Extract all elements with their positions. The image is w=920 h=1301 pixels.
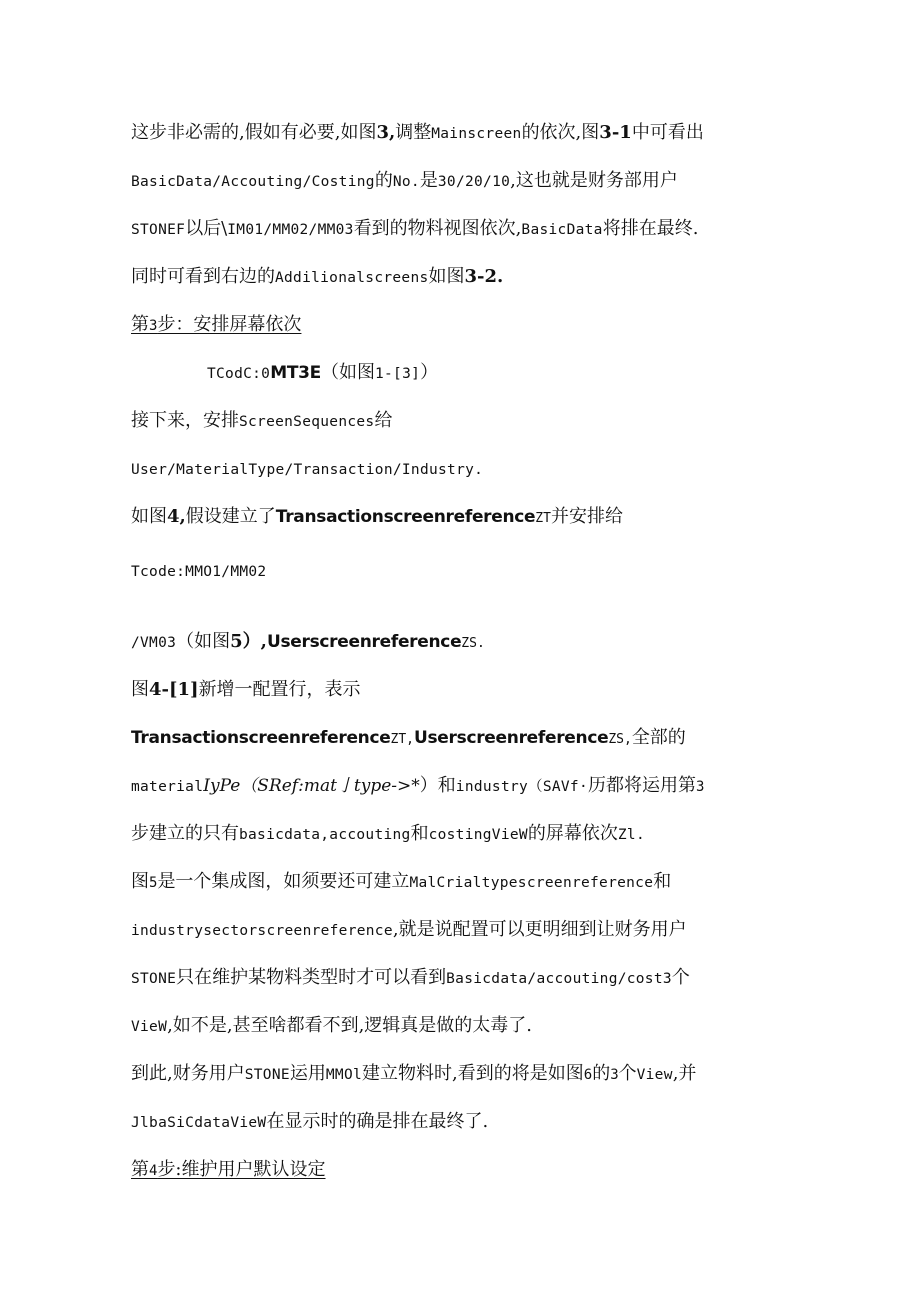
- text: 第: [131, 314, 149, 335]
- text: 3: [696, 779, 705, 795]
- text: Transactionscreenreference: [275, 507, 536, 527]
- text: 的屏幕依次: [527, 823, 618, 844]
- text: ,就是说配置可以更明细到让财务用户: [392, 919, 687, 940]
- text: No.: [392, 174, 420, 190]
- text: 和: [653, 871, 672, 892]
- text: MMOl: [325, 1067, 363, 1083]
- text: 1-[3]: [374, 366, 421, 382]
- text: 图: [131, 679, 149, 700]
- paragraph-line-tcode: [207, 359, 438, 387]
- paragraph-line-16: [131, 964, 690, 992]
- paragraph-line-7: [131, 503, 623, 531]
- text: 接下来，安排: [131, 410, 239, 431]
- text: 个: [671, 967, 690, 988]
- paragraph-line-10: [131, 676, 361, 704]
- text: 调整: [395, 122, 432, 143]
- text: 并安排给: [550, 506, 623, 527]
- paragraph-line-5: [131, 407, 392, 435]
- text: 如图: [131, 506, 167, 527]
- paragraph-line-9: [131, 628, 485, 656]
- text: 4-[1]: [149, 679, 199, 700]
- text: MalCrialtypescreenreference: [409, 875, 654, 891]
- text: Userscreenreference: [266, 632, 462, 652]
- text: industrysectorscreenreference: [131, 923, 393, 939]
- text: STONE: [244, 1067, 290, 1083]
- text: BasicData: [521, 222, 603, 238]
- text: Tcode:MMO1/MM02: [131, 564, 267, 580]
- text: （SAVf·: [528, 779, 588, 795]
- text: 给: [374, 410, 393, 431]
- text: 的依次,图: [521, 122, 600, 143]
- text: 以后\: [185, 218, 228, 239]
- text: ZT,: [390, 732, 414, 747]
- text: costingVieW: [428, 827, 528, 843]
- text: （如图: [320, 362, 375, 383]
- text: View: [636, 1067, 673, 1083]
- section-heading-step-3: [131, 311, 301, 339]
- text: ,如不是,甚至啥都看不到,逻辑真是做的太毒了.: [167, 1015, 533, 1036]
- paragraph-line-1: [131, 119, 704, 147]
- text: 3: [149, 318, 158, 334]
- text: VieW: [131, 1019, 168, 1035]
- text: ScreenSequences: [239, 414, 375, 430]
- text: industry: [455, 779, 529, 795]
- paragraph-line-8: [131, 557, 266, 585]
- text: 新增一配置行，表示: [198, 679, 361, 700]
- text: 4: [149, 1163, 158, 1179]
- text: 3-1: [599, 122, 632, 143]
- text: ,这也就是财务部用户: [510, 170, 678, 191]
- text: 3: [610, 1067, 619, 1083]
- text: material: [131, 779, 204, 795]
- text: 个: [618, 1063, 637, 1084]
- text: /VM03: [131, 635, 177, 651]
- text: IM01/MM02/MM03: [227, 222, 354, 238]
- text: 中可看出: [631, 122, 704, 143]
- text: ZS.: [461, 636, 485, 651]
- text: Userscreenreference: [413, 728, 609, 748]
- paragraph-line-2: [131, 167, 678, 195]
- text: MT3E: [270, 363, 321, 383]
- paragraph-line-18: [131, 1060, 696, 1088]
- text: 3-2.: [464, 266, 504, 287]
- text: ）: [420, 362, 439, 383]
- text: 5: [149, 875, 158, 891]
- text: Zl.: [617, 827, 645, 843]
- text: User/MaterialType/Transaction/Industry.: [131, 462, 484, 478]
- text: Mainscreen: [431, 126, 522, 142]
- text: 4,: [167, 506, 186, 527]
- paragraph-line-15: [131, 916, 687, 944]
- text: 是一个集成图，如须要还可建立: [157, 871, 410, 892]
- paragraph-line-12: [131, 772, 704, 800]
- text: 步:维护用户默认设定: [157, 1159, 326, 1180]
- text: 5）,: [230, 631, 267, 652]
- text: IyPe（SRef:mat亅type->*: [203, 776, 420, 796]
- text: 30/20/10: [437, 174, 511, 190]
- text: JlbaSiCdataVieW: [131, 1115, 267, 1131]
- text: 第: [131, 1159, 149, 1180]
- paragraph-line-3: [131, 215, 698, 243]
- text: 的: [374, 170, 393, 191]
- paragraph-line-19: [131, 1108, 488, 1136]
- text: ）和: [419, 775, 456, 796]
- text: 到此,财务用户: [131, 1063, 245, 1084]
- text: 在显示时的确是排在最终了.: [266, 1111, 489, 1132]
- text: 看到的物料视图依次,: [353, 218, 522, 239]
- text: 将排在最终.: [602, 218, 699, 239]
- text: TCodC:0: [207, 366, 271, 382]
- text: 假设建立了: [185, 506, 276, 527]
- text: Addilionalscreens: [275, 270, 429, 286]
- text: （如图: [176, 631, 231, 652]
- text: ZT: [535, 511, 551, 526]
- text: BasicData/Accouting/Costing: [131, 174, 375, 190]
- text: STONE: [131, 971, 177, 987]
- text: 这步非必需的,假如有必要,如图: [131, 122, 377, 143]
- text: 的: [592, 1063, 611, 1084]
- text: 同时可看到右边的: [131, 266, 275, 287]
- text: 建立物料时,看到的将是如图: [362, 1063, 584, 1084]
- text: Transactionscreenreference: [131, 728, 391, 748]
- paragraph-line-13: [131, 820, 645, 848]
- text: 6: [583, 1067, 593, 1083]
- paragraph-line-14: [131, 868, 671, 896]
- paragraph-line-4: [131, 263, 503, 291]
- text: 历都将运用第: [588, 775, 696, 796]
- text: 图: [131, 871, 149, 892]
- text: 运用: [289, 1063, 326, 1084]
- text: Basicdata/accouting/cost3: [446, 971, 672, 987]
- text: basicdata,accouting: [239, 827, 411, 843]
- paragraph-line-17: [131, 1012, 532, 1040]
- text: 只在维护某物料类型时才可以看到: [176, 967, 447, 988]
- text: STONEF: [131, 222, 186, 238]
- text: 步：安排屏幕依次: [157, 314, 302, 335]
- text: 是: [419, 170, 438, 191]
- paragraph-line-11: [131, 724, 686, 752]
- text: ,并: [672, 1063, 697, 1084]
- text: 步建立的只有: [131, 823, 239, 844]
- text: ZS,: [608, 732, 632, 747]
- text: 如图: [428, 266, 465, 287]
- text: 全部的: [631, 727, 686, 748]
- text: 3,: [376, 122, 396, 143]
- paragraph-line-6: [131, 455, 483, 483]
- text: 和: [410, 823, 429, 844]
- section-heading-step-4: [131, 1156, 326, 1184]
